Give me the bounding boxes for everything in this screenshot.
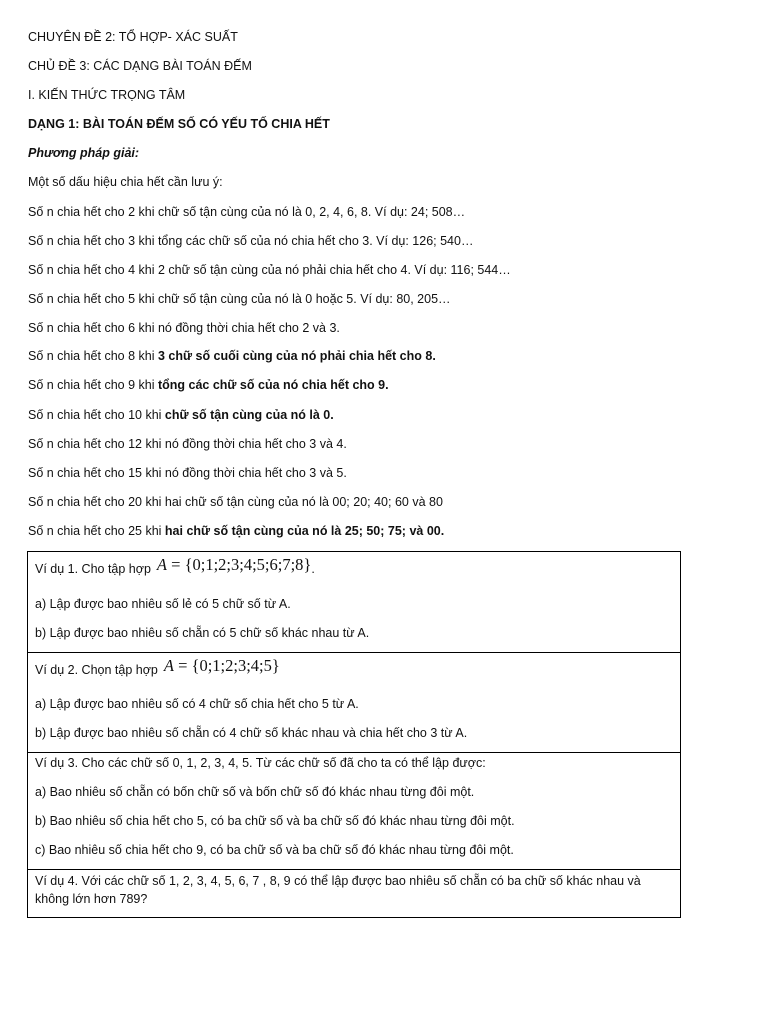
set-a-formula: A = {0;1;2;3;4;5} <box>163 656 280 675</box>
rule-div-2: Số n chia hết cho 2 khi chữ số tận cùng của nó là 0, 2, 4, 6, 8. Ví dụ: 24; 508… <box>28 205 466 219</box>
example-2-part-b: b) Lập được bao nhiêu số chẵn có 4 chữ số khác nhau và chia hết cho 3 từ A. <box>35 726 468 740</box>
rule-div-20: Số n chia hết cho 20 khi hai chữ số tận cùng của nó là 00; 20; 40; 60 và 80 <box>28 495 443 509</box>
example-3-part-b: b) Bao nhiêu số chia hết cho 5, có ba chữ số và ba chữ số đó khác nhau từng đôi một. <box>35 814 515 828</box>
set-a-formula: A = {0;1;2;3;4;5;6;7;8} <box>156 555 312 574</box>
rule-div-15: Số n chia hết cho 15 khi nó đồng thời chia hết cho 3 và 5. <box>28 466 347 480</box>
rule-div-25: Số n chia hết cho 25 khi hai chữ số tận cùng của nó là 25; 50; 75; và 00. <box>28 524 445 538</box>
example-4-box <box>27 869 681 918</box>
example-3-part-c: c) Bao nhiêu số chia hết cho 9, có ba chữ số và ba chữ số đó khác nhau từng đôi một. <box>35 843 514 857</box>
example-2-title: Ví dụ 2. Chọn tập hợp A = {0;1;2;3;4;5} <box>35 656 280 677</box>
intro-text: Một số dấu hiệu chia hết cần lưu ý: <box>28 175 223 189</box>
rule-div-8: Số n chia hết cho 8 khi 3 chữ số cuối cùng của nó phải chia hết cho 8. <box>28 349 436 363</box>
example-2-part-a: a) Lập được bao nhiêu số có 4 chữ số chia hết cho 5 từ A. <box>35 697 359 711</box>
example-1-title: Ví dụ 1. Cho tập hợp A = {0;1;2;3;4;5;6;7;8}. <box>35 555 315 576</box>
method-heading: Phương pháp giải: <box>28 146 140 160</box>
example-4-text: Ví dụ 4. Với các chữ số 1, 2, 3, 4, 5, 6, 7 , 8, 9 có thể lập được bao nhiêu số chẵn có ba chữ số khác nhau và không lớn hơn 789? <box>35 874 641 906</box>
rule-div-3: Số n chia hết cho 3 khi tổng các chữ số của nó chia hết cho 3. Ví dụ: 126; 540… <box>28 234 474 248</box>
form-heading: DẠNG 1: BÀI TOÁN ĐẾM SỐ CÓ YẾU TỐ CHIA HẾT <box>28 117 330 131</box>
rule-div-9: Số n chia hết cho 9 khi tổng các chữ số của nó chia hết cho 9. <box>28 378 389 392</box>
example-1-part-a: a) Lập được bao nhiêu số lẻ có 5 chữ số từ A. <box>35 597 291 611</box>
example-1-part-b: b) Lập được bao nhiêu số chẵn có 5 chữ số khác nhau từ A. <box>35 626 370 640</box>
rule-div-5: Số n chia hết cho 5 khi chữ số tận cùng của nó là 0 hoặc 5. Ví dụ: 80, 205… <box>28 292 451 306</box>
section-heading: I. KIẾN THỨC TRỌNG TÂM <box>28 88 186 102</box>
rule-div-4: Số n chia hết cho 4 khi 2 chữ số tận cùng của nó phải chia hết cho 4. Ví dụ: 116; 544… <box>28 263 511 277</box>
rule-div-10: Số n chia hết cho 10 khi chữ số tận cùng của nó là 0. <box>28 408 334 422</box>
example-1-box <box>27 551 681 652</box>
example-3-part-a: a) Bao nhiêu số chẵn có bốn chữ số và bốn chữ số đó khác nhau từng đôi một. <box>35 785 475 799</box>
subtopic-heading: CHỦ ĐỀ 3: CÁC DẠNG BÀI TOÁN ĐẾM <box>28 59 252 73</box>
example-3-title: Ví dụ 3. Cho các chữ số 0, 1, 2, 3, 4, 5. Từ các chữ số đã cho ta có thể lập được: <box>35 756 486 770</box>
topic-heading: CHUYÊN ĐỀ 2: TỔ HỢP- XÁC SUẤT <box>28 30 238 44</box>
example-3-box <box>27 752 681 869</box>
example-2-box <box>27 652 681 752</box>
rule-div-6: Số n chia hết cho 6 khi nó đồng thời chia hết cho 2 và 3. <box>28 321 340 335</box>
rule-div-12: Số n chia hết cho 12 khi nó đồng thời chia hết cho 3 và 4. <box>28 437 347 451</box>
